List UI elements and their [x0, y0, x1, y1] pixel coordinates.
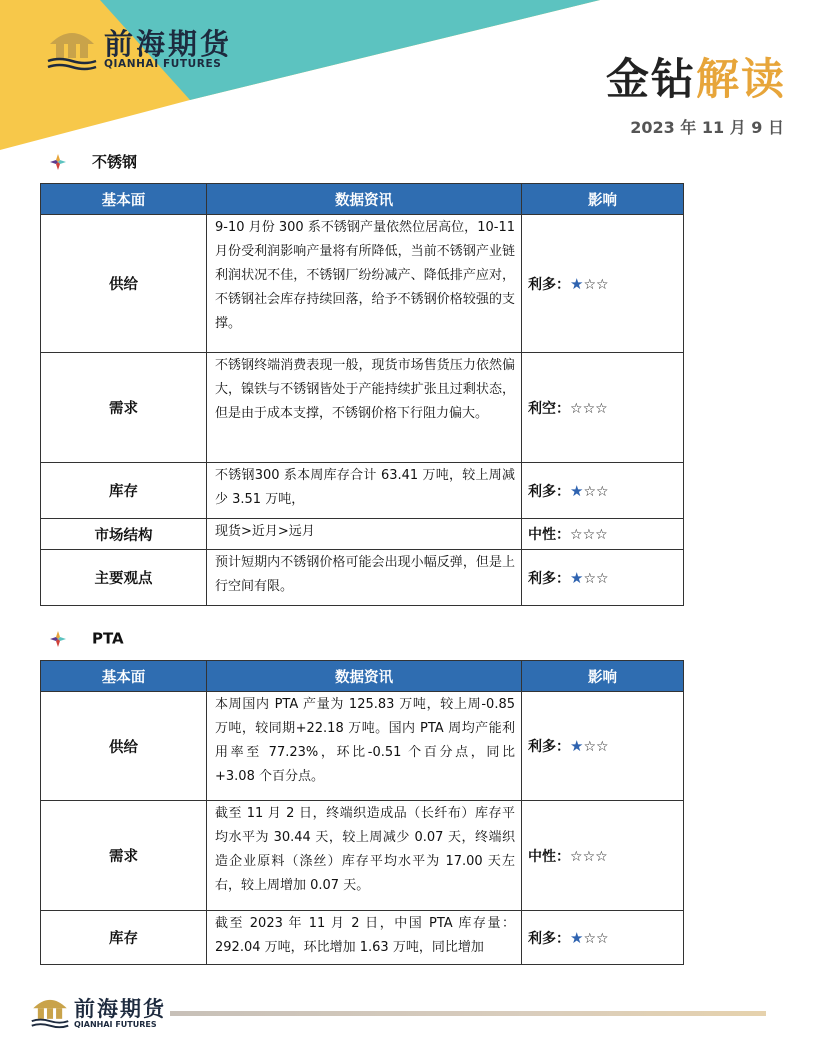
row-impact [522, 215, 684, 353]
section-label: PTA [92, 629, 124, 648]
logo-mark-icon [46, 24, 98, 74]
filled-star-icon: ★ [570, 568, 584, 587]
section-title-pta [50, 629, 124, 648]
empty-star-icon: ☆ [596, 483, 609, 500]
empty-star-icon: ☆ [583, 570, 597, 587]
company-logo [46, 24, 233, 76]
title-part-2: 解读 [696, 55, 786, 105]
filled-star-icon: ★ [570, 274, 584, 293]
empty-star-icon: ☆ [595, 848, 608, 865]
row-info: 截至 11 月 2 日，终端织造成品（长纤布）库存平均水平为 30.44 天，较上周减少 0.07 天，终端织造企业原料（涤丝）库存平均水平为 17.00 天左右，较上周增加 0.07 天。 [207, 801, 522, 911]
title-part-1: 金钻 [606, 55, 696, 105]
impact-stars-icon [570, 274, 609, 293]
table-header-row [41, 661, 684, 692]
row-impact [522, 911, 684, 965]
row-impact [522, 692, 684, 801]
table-row [41, 911, 684, 965]
impact-label: 利多： [528, 930, 570, 947]
filled-star-icon: ★ [570, 481, 584, 500]
header-fundamental: 基本面 [41, 184, 207, 215]
header-impact: 影响 [522, 184, 684, 215]
table-row [41, 215, 684, 353]
empty-star-icon: ☆ [595, 527, 608, 543]
row-impact [522, 801, 684, 911]
impact-stars-icon [570, 849, 608, 865]
impact-label: 利多： [528, 483, 570, 500]
empty-star-icon: ☆ [582, 400, 596, 417]
empty-star-icon: ☆ [596, 739, 609, 755]
table-row [41, 519, 684, 550]
section-title-stainless [50, 151, 137, 172]
section-bullet-icon [50, 154, 66, 170]
empty-star-icon: ☆ [570, 400, 583, 417]
empty-star-icon: ☆ [582, 527, 596, 543]
row-info: 不锈钢300 系本周库存合计 63.41 万吨，较上周减少 3.51 万吨， [207, 463, 522, 519]
footer-logo [30, 993, 170, 1033]
empty-star-icon: ☆ [582, 848, 596, 865]
filled-star-icon: ★ [570, 737, 584, 755]
row-impact [522, 519, 684, 550]
row-info: 不锈钢终端消费表现一般，现货市场售货压力依然偏大，镍铁与不锈钢皆处于产能持续扩张且过剩状态，但是由于成本支撑，不锈钢价格下行阻力偏大。 [207, 353, 522, 463]
impact-label: 中性： [528, 527, 570, 543]
impact-label: 中性： [528, 848, 570, 865]
row-info: 预计短期内不锈钢价格可能会出现小幅反弹，但是上行空间有限。 [207, 550, 522, 606]
row-impact [522, 353, 684, 463]
empty-star-icon: ☆ [596, 276, 609, 293]
empty-star-icon: ☆ [570, 848, 583, 865]
table-row [41, 353, 684, 463]
empty-star-icon: ☆ [583, 739, 597, 755]
table-row [41, 801, 684, 911]
impact-stars-icon [570, 481, 609, 500]
impact-stars-icon [570, 527, 608, 543]
logo-chinese: 前海期货 [104, 27, 233, 61]
section-label: 不锈钢 [92, 153, 138, 171]
report-title [606, 46, 786, 107]
filled-star-icon: ★ [570, 928, 584, 947]
impact-stars-icon [570, 401, 608, 417]
row-impact [522, 550, 684, 606]
impact-label: 利多： [528, 739, 570, 755]
row-category: 需求 [41, 353, 207, 463]
row-category: 市场结构 [41, 519, 207, 550]
table-header-row [41, 184, 684, 215]
row-category: 供给 [41, 215, 207, 353]
pta-table [40, 660, 684, 965]
section-bullet-icon [50, 631, 66, 647]
header-info: 数据资讯 [207, 184, 522, 215]
footer-logo-mark-icon [30, 993, 70, 1031]
empty-star-icon: ☆ [596, 570, 609, 587]
row-category: 需求 [41, 801, 207, 911]
impact-label: 利多： [528, 276, 570, 293]
row-category: 库存 [41, 911, 207, 965]
impact-label: 利多： [528, 570, 570, 587]
row-info: 9-10 月份 300 系不锈钢产量依然位居高位，10-11 月份受利润影响产量将有所降低，当前不锈钢产业链利润状况不佳，不锈钢厂纷纷减产、降低排产应对，不锈钢社会库存持续回落，给予不锈钢价格较强的支撑。 [207, 215, 522, 353]
row-info: 本周国内 PTA 产量为 125.83 万吨，较上周-0.85 万吨，较同期+22.18 万吨。国内 PTA 周均产能利用率至 77.23%，环比-0.51 个百分点，同比+3.08 个百分点。 [207, 692, 522, 801]
empty-star-icon: ☆ [595, 400, 608, 417]
footer-logo-chinese: 前海期货 [74, 996, 166, 1021]
header-fundamental: 基本面 [41, 661, 207, 692]
row-info: 截至 2023 年 11 月 2 日，中国 PTA 库存量：292.04 万吨，环比增加 1.63 万吨，同比增加 [207, 911, 522, 965]
empty-star-icon: ☆ [583, 276, 597, 293]
empty-star-icon: ☆ [570, 527, 583, 543]
impact-label: 利空： [528, 400, 570, 417]
table-row [41, 550, 684, 606]
row-category: 库存 [41, 463, 207, 519]
impact-stars-icon [570, 568, 609, 587]
header-impact: 影响 [522, 661, 684, 692]
empty-star-icon: ☆ [596, 930, 609, 947]
report-date: 2023 年 11 月 9 日 [630, 118, 784, 137]
empty-star-icon: ☆ [583, 930, 597, 947]
table-row [41, 463, 684, 519]
impact-stars-icon [570, 739, 609, 755]
row-category: 主要观点 [41, 550, 207, 606]
table-row [41, 692, 684, 801]
row-category: 供给 [41, 692, 207, 801]
footer-logo-english: QIANHAI FUTURES [74, 1020, 157, 1029]
stainless-table [40, 183, 684, 606]
empty-star-icon: ☆ [583, 483, 597, 500]
row-info: 现货>近月>远月 [207, 519, 522, 550]
logo-english: QIANHAI FUTURES [104, 58, 222, 70]
impact-stars-icon [570, 928, 609, 947]
header-info: 数据资讯 [207, 661, 522, 692]
footer-divider [170, 1011, 766, 1016]
row-impact [522, 463, 684, 519]
